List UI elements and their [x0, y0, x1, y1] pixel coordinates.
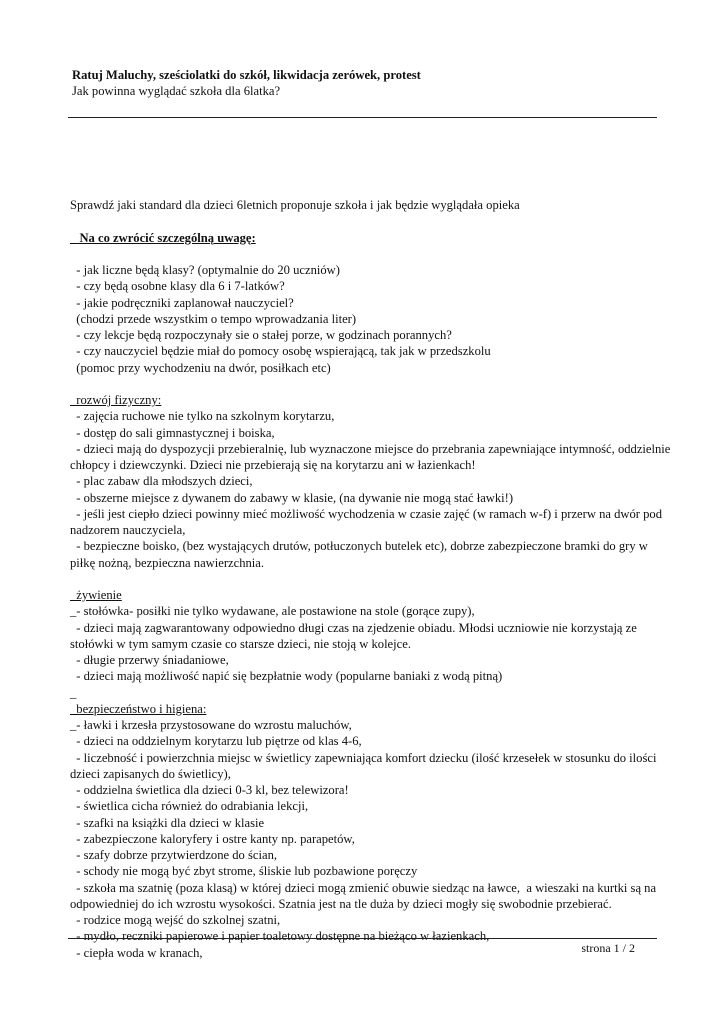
text-line [70, 798, 655, 814]
page-subtitle: Jak powinna wyglądać szkoła dla 6latka? [72, 84, 281, 98]
text-line [70, 668, 655, 684]
text-line [70, 945, 655, 961]
text-line [70, 815, 655, 831]
text-line-content: - ciepła woda w kranach, [70, 945, 203, 960]
text-line-content: żywienie [70, 588, 122, 602]
text-line-content: _- stołówka- posiłki nie tylko wydawane, ale postawione na stole (gorące zupy), [70, 604, 475, 619]
text-line [70, 457, 655, 473]
text-line-content: stołówki w tym samym czasie co starsze dzieci, nie stoją w kolejce. [70, 636, 411, 651]
text-line [70, 733, 655, 749]
text-line [70, 620, 655, 636]
text-line-content: - liczebność i powierzchnia miejsc w świetlicy zapewniająca komfort dziecku (ilość krzesełek w stosunku do ilości [70, 750, 657, 765]
text-line [70, 327, 655, 343]
text-line [70, 896, 655, 912]
text-line [70, 425, 655, 441]
text-line [70, 213, 655, 229]
text-line [70, 230, 655, 246]
text-line-content: - jeśli jest ciepło dzieci powinny mieć możliwość wychodzenia w czasie zajęć (w ramach w-f) i przerw na dwór pod [70, 506, 663, 521]
text-line [70, 538, 655, 554]
text-line-content: - szkoła ma szatnię (poza klasą) w której dzieci mogą zmienić obuwie siedząc na ławce, a wieszaki na kurtki są na [70, 880, 657, 895]
text-line-content: - rodzice mogą wejść do szkolnej szatni, [70, 913, 281, 927]
text-line [70, 652, 655, 668]
text-line-content: piłkę nożną, bezpieczna nawierzchnia. [70, 555, 265, 570]
header-divider [68, 117, 657, 118]
page-title: Ratuj Maluchy, sześciolatki do szkół, likwidacja zerówek, protest [72, 68, 421, 82]
text-line [70, 555, 655, 571]
text-line-content: - dzieci na oddzielnym korytarzu lub piętrze od klas 4-6, [70, 734, 362, 749]
text-line-content: - czy nauczyciel będzie miał do pomocy osobę wspierającą, tak jak w przedszkolu [70, 344, 491, 359]
text-line [70, 766, 655, 782]
text-line [70, 928, 655, 944]
text-line-content: - dzieci mają możliwość napić się bezpłatnie wody (popularne baniaki z wodą pitną) [70, 669, 503, 684]
text-line [70, 522, 655, 538]
text-line [70, 636, 655, 652]
text-line-content: Na co zwrócić szczególną uwagę: [70, 230, 256, 245]
text-line-content: - szafki na książki dla dzieci w klasie [70, 815, 265, 830]
text-line [70, 278, 655, 294]
text-line [70, 685, 655, 701]
text-line-content: - szafy dobrze przytwierdzone do ścian, [70, 848, 278, 862]
text-line [70, 571, 655, 587]
text-line-content: - długie przerwy śniadaniowe, [70, 653, 229, 667]
text-line [70, 262, 655, 278]
text-line [70, 831, 655, 847]
text-line-content: nadzorem nauczyciela, [70, 523, 186, 537]
text-line-content: - schody nie mogą być zbyt strome, śliskie lub pozbawione poręczy [70, 864, 418, 879]
text-line-content: - obszerne miejsce z dywanem do zabawy w klasie, (na dywanie nie mogą stać ławki!) [70, 490, 514, 505]
text-line-content: (pomoc przy wychodzeniu na dwór, posiłkach etc) [70, 360, 331, 375]
text-line-content: dzieci zapisanych do świetlicy), [70, 766, 231, 781]
text-line-content: bezpieczeństwo i higiena: [70, 701, 207, 716]
text-line [70, 717, 655, 733]
text-line [70, 392, 655, 408]
text-line [70, 603, 655, 619]
text-line-content: - świetlica cicha również do odrabiania lekcji, [70, 799, 309, 814]
text-line-content: - jak liczne będą klasy? (optymalnie do 20 uczniów) [70, 263, 340, 277]
text-line-content: - dzieci mają do dyspozycji przebieralnię, lub wyznaczone miejsce do przebrania zapewniające intymność, oddzielnie [70, 441, 671, 456]
text-line-content: odpowiedniej do ich wzrostu wysokości. Szatnia jest na tle duża by dzieci mogły się swobodnie przebierać. [70, 896, 612, 911]
text-line [70, 197, 655, 213]
text-line [70, 750, 655, 766]
text-line-content: - jakie podręczniki zaplanował nauczyciel? [70, 295, 294, 310]
text-line [70, 490, 655, 506]
text-line [70, 360, 655, 376]
text-line [70, 246, 655, 262]
text-line [70, 847, 655, 863]
text-line [70, 506, 663, 522]
text-line [70, 473, 655, 489]
text-line [70, 408, 655, 424]
text-line [70, 587, 655, 603]
text-line-content: - oddzielna świetlica dla dzieci 0-3 kl, bez telewizora! [70, 783, 349, 797]
text-line-content: - czy będą osobne klasy dla 6 i 7-latków? [70, 279, 285, 294]
text-line-content: - plac zabaw dla młodszych dzieci, [70, 474, 253, 489]
text-line-content: rozwój fizyczny: [70, 393, 162, 407]
text-line-content: - dzieci mają zagwarantowany odpowiedno długi czas na zjedzenie obiadu. Młodsi uczniowie nie korzystają ze [70, 620, 637, 635]
text-line-content: - czy lekcje będą rozpoczynały sie o stałej porze, w godzinach porannych? [70, 328, 452, 342]
text-line-content: _- ławki i krzesła przystosowane do wzrostu maluchów, [70, 718, 352, 732]
text-line-content: - mydło, reczniki papierowe i papier toaletowy dostępne na bieżąco w łazienkach, [70, 929, 490, 944]
text-line-content: - bezpieczne boisko, (bez wystających drutów, potłuczonych butelek etc), dobrze zabezpieczone bramki do gry w [70, 539, 648, 554]
text-line [70, 311, 655, 327]
text-line-content: chłopcy i dziewczynki. Dzieci nie przebierają się na korytarzu ani w łazienkach! [70, 458, 476, 472]
text-line [70, 343, 655, 359]
text-line [70, 295, 655, 311]
text-line [70, 701, 655, 717]
text-line [70, 782, 655, 798]
text-line-content: - zabezpieczone kaloryfery i ostre kanty np. parapetów, [70, 831, 355, 846]
text-line-content: _ [70, 685, 77, 700]
text-line [70, 863, 655, 879]
text-line [70, 912, 655, 928]
footer-divider [68, 938, 657, 939]
text-line-content: - dostęp do sali gimnastycznej i boiska, [70, 425, 275, 440]
text-line [70, 376, 655, 392]
text-line-content: Sprawdź jaki standard dla dzieci 6letnich proponuje szkoła i jak będzie wyglądała opieka [70, 198, 520, 212]
text-line-content: - zajęcia ruchowe nie tylko na szkolnym korytarzu, [70, 409, 335, 424]
text-line [70, 880, 655, 896]
text-line [70, 441, 671, 457]
text-line-content: (chodzi przede wszystkim o tempo wprowadzania liter) [70, 311, 357, 326]
page-number: strona 1 / 2 [581, 941, 635, 955]
